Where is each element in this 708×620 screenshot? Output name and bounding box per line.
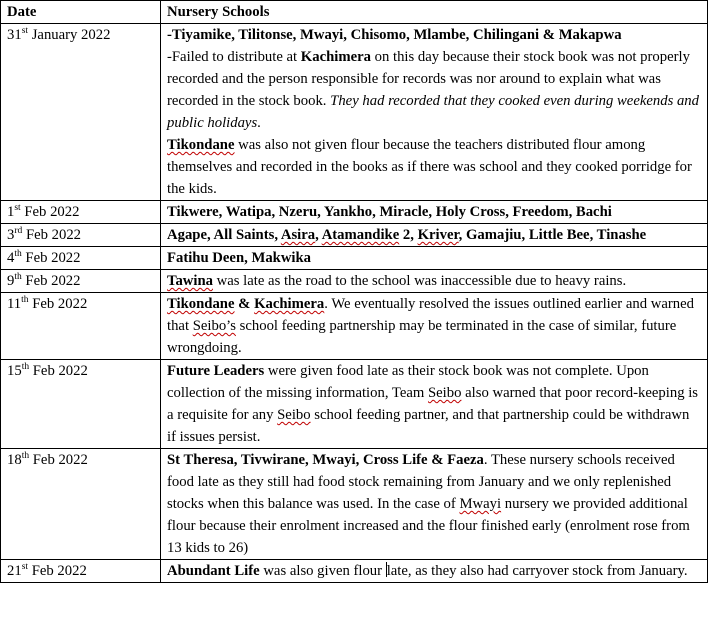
date-cell: 9th Feb 2022 [1, 270, 161, 293]
table-row [1, 247, 708, 270]
date-cell: 4th Feb 2022 [1, 247, 161, 270]
table-row [1, 201, 708, 224]
schools-cell [161, 224, 708, 247]
date-cell: 31st January 2022 [1, 24, 161, 201]
header-row [1, 1, 708, 24]
schools-column-header: Nursery Schools [161, 1, 708, 24]
date-cell: 15th Feb 2022 [1, 360, 161, 449]
schools-cell: Future Leaders were given food late as their stock book was not complete. Upon collection of the missing information, Team Seibo also warned that poor record-keeping is a requisite for any Seibo school feeding partner, and that partnership could be withdrawn if issues persist. [161, 360, 708, 449]
date-cell: 3rd Feb 2022 [1, 224, 161, 247]
table-row [1, 560, 708, 583]
date-column-header: Date [1, 1, 161, 24]
school-names: Fatihu Deen, Makwika [167, 250, 312, 266]
school-names: Agape, All Saints, Asira, Atamandike 2, Kriver, Gamajiu, Little Bee, Tinashe [167, 227, 647, 243]
table-row [1, 270, 708, 293]
table-row [1, 360, 708, 449]
school-names: Tikwere, Watipa, Nzeru, Yankho, Miracle, Holy Cross, Freedom, Bachi [167, 204, 612, 220]
schools-cell: -Tiyamike, Tilitonse, Mwayi, Chisomo, Mlambe, Chilingani & Makapwa -Failed to distribute at Kachimera on this day because their stock book was not properly recorded and the person responsible for records was nor around to explain what was recorded in the stock book. They had recorded that they cooked even during weekends and public holidays. Tikondane was also not given flour because the teachers distributed flour among themselves and recorded in the books as if there was school and they cooked porridge for the kids. [161, 24, 708, 201]
schools-cell [161, 247, 708, 270]
schools-cell: Tawina was late as the road to the school was inaccessible due to heavy rains. [161, 270, 708, 293]
date-cell: 21st Feb 2022 [1, 560, 161, 583]
schools-cell: St Theresa, Tivwirane, Mwayi, Cross Life & Faeza. These nursery schools received food late as they still had food stock remaining from January and we only replenished stocks when this balance was used. In the case of Mwayi nursery we provided additional flour because their enrolment increased and the flour finished early (enrolment rose from 13 kids to 26) [161, 449, 708, 560]
table-row [1, 449, 708, 560]
date-cell: 1st Feb 2022 [1, 201, 161, 224]
table-row [1, 24, 708, 201]
table-row [1, 224, 708, 247]
table-row [1, 293, 708, 360]
schools-cell: Abundant Life was also given flour late, as they also had carryover stock from January. [161, 560, 708, 583]
date-cell: 18th Feb 2022 [1, 449, 161, 560]
school-names: -Tiyamike, Tilitonse, Mwayi, Chisomo, Mlambe, Chilingani & Makapwa [167, 27, 622, 43]
date-cell: 11th Feb 2022 [1, 293, 161, 360]
schools-cell: Tikondane & Kachimera. We eventually resolved the issues outlined earlier and warned that Seibo’s school feeding partnership may be terminated in the case of similar, future wrongdoing. [161, 293, 708, 360]
schools-cell [161, 201, 708, 224]
